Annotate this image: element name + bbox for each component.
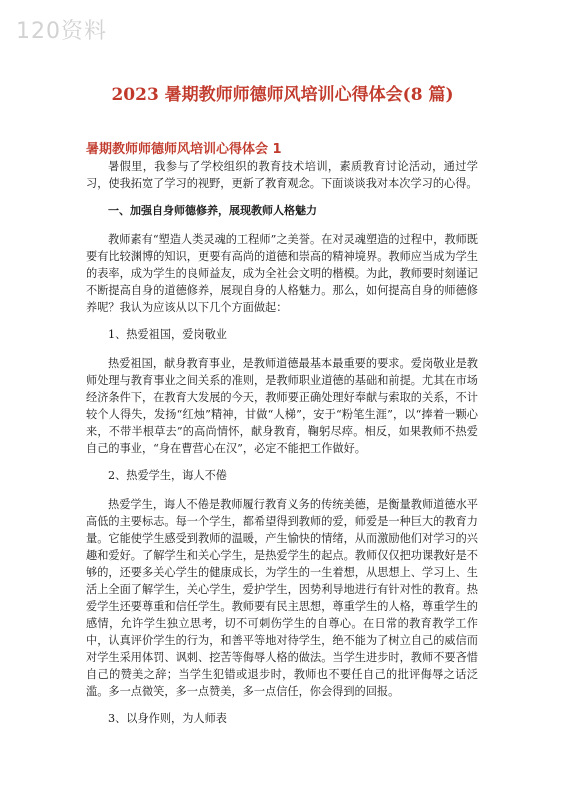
document-body: [86, 158, 478, 739]
document-title: 2023 暑期教师师德师风培训心得体会(8 篇): [111, 85, 454, 105]
paragraph-3: 热爱学生，诲人不倦是教师履行教育义务的传统美德，是衡量教师道德水平高低的主要标志。每一个学生，都希望得到教师的爱，师爱是一种巨大的教育力量。它能使学生感受到教师的温暖，产生愉快的情绪，从而激励他们对学习的兴趣和爱好。了解学生和关心学生，是热爱学生的起点。教师仅仅把功课教好是不够的，还要多关心学生的健康成长，为学生的一生着想，从思想上、学习上、生活上全面了解学生，关心学生，爱护学生，因势利导地进行有针对性的教育。热爱学生还要尊重和信任学生。教师要有民主思想，尊重学生的人格，尊重学生的感情，允许学生独立思考，切不可刺伤学生的自尊心。在日常的教育教学工作中，认真评价学生的行为，和善平等地对待学生，绝不能为了树立自己的威信而对学生采用体罚、讽刺、挖苦等侮辱人格的做法。当学生进步时，教师不要吝惜自己的赞美之辞；当学生犯错或退步时，教师也不要任自己的批评侮辱之话泛滥。多一点微笑，多一点赞美，多一点信任，你会得到的回报。: [86, 498, 478, 698]
intro-paragraph: 暑假里，我参与了学校组织的教育技术培训，素质教育讨论活动，通过学习，使我拓宽了学习的视野，更新了教育观念。下面谈谈我对本次学习的心得。: [86, 160, 478, 190]
heading-1: 一、加强自身师德修养，展现教师人格魅力: [108, 204, 317, 217]
watermark: 120资料: [16, 19, 107, 44]
subheading-1: 1、热爱祖国，爱岗敬业: [108, 328, 227, 341]
paragraph-2: 热爱祖国，献身教育事业，是教师道德最基本最重要的要求。爱岗敬业是教师处理与教育事业之间关系的准则，是教师职业道德的基础和前提。尤其在市场经济条件下，在教育大发展的今天，教师要正确处理好奉献与索取的关系，不计较个人得失，发扬“红烛”精神，甘做“人梯”，安于“粉笔生涯”，以“捧着一颗心来，不带半根草去”的高尚情怀，献身教育，鞠躬尽瘁。相反，如果教师不热爱自己的事业，“身在曹营心在汉”，必定不能把工作做好。: [86, 357, 478, 455]
section-title: 暑期教师师德师风培训心得体会 1: [86, 142, 282, 157]
subheading-3: 3、以身作则，为人师表: [108, 712, 227, 725]
subheading-2: 2、热爱学生，诲人不倦: [108, 469, 227, 482]
paragraph-1: 教师素有“塑造人类灵魂的工程师”之美誉。在对灵魂塑造的过程中，教师既要有比较渊博的知识，更要有高尚的道德和崇高的精神境界。教师应当成为学生的表率，成为学生的良师益友，成为全社会文明的楷模。为此，教师要时刻谨记不断提高自身的道德修养，展现自身的人格魅力。那么，如何提高自身的师德修养呢？我认为应该从以下几个方面做起：: [86, 233, 478, 314]
